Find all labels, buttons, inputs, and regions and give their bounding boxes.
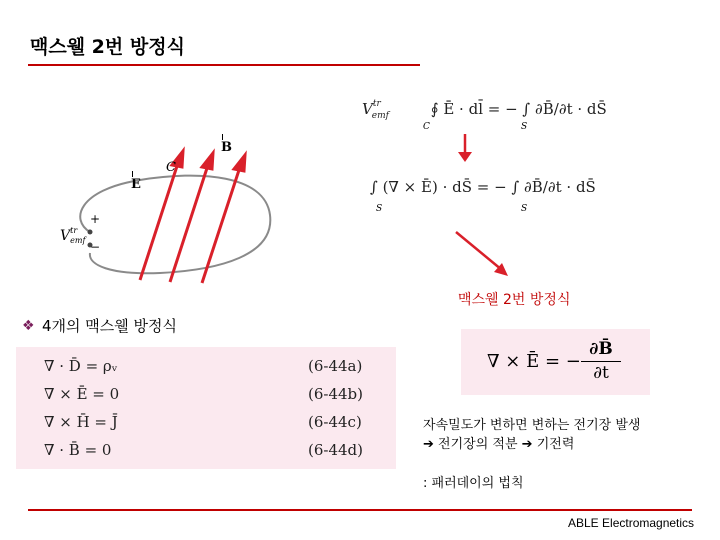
b-arrow-3	[202, 167, 240, 283]
v-emf-label: $V^{tr}_{emf}$	[60, 226, 86, 245]
b-label: B	[221, 140, 232, 155]
integral-equation-2: ∫ (∇ × Ē) · dS̄ = − ∫ ∂B̄/∂t · dS̄	[370, 178, 596, 196]
b-vector-mark	[222, 134, 223, 140]
integral-equation-1: $V^{tr}_{emf}$ ∮ Ē · dl̄ = − ∫ ∂B̄/∂t · dS̄	[362, 99, 607, 121]
footer-label: ABLE Electromagnetics	[568, 516, 695, 530]
b-arrow-2-head	[202, 153, 213, 169]
page-title: 맥스웰 2번 방정식	[30, 36, 185, 58]
right-arrow-icon: ➔	[423, 437, 434, 452]
differential-equation-box	[461, 329, 650, 395]
maxwell-equations-box: ∇ · D̄ = ρᵥ (6-44a) ∇ × Ē = 0 (6-44b) ∇ × H̄ = J̄ (6-44c) ∇ · B̄ = 0 (6-44d)	[16, 347, 396, 469]
loop-diagram	[50, 125, 290, 290]
integral-1-sub-c: C	[423, 122, 430, 132]
e-vector-mark	[132, 171, 133, 177]
maxwell-2-label: 맥스웰 2번 방정식	[458, 292, 571, 308]
diff-eq-lhs: ∇ × Ē = −	[487, 351, 581, 372]
loop-path	[80, 176, 270, 274]
magnetic-field-arrows	[140, 151, 245, 283]
b-arrow-2	[170, 165, 208, 282]
diff-eq-denominator: ∂t	[593, 363, 609, 383]
plus-label: +	[90, 212, 101, 226]
title-underline	[28, 64, 420, 66]
diff-eq-numerator: ∂B̄	[589, 339, 613, 359]
diamond-bullet-icon: ❖	[22, 318, 35, 334]
explanation-line-1: 자속밀도가 변하면 변하는 전기장 발생	[423, 418, 641, 433]
diagonal-arrow	[450, 226, 520, 286]
minus-label: −	[90, 240, 101, 254]
e-label: E	[131, 177, 141, 192]
b-arrow-1	[140, 163, 178, 280]
fraction-bar	[581, 361, 621, 362]
integral-2-sub-s1: S	[376, 204, 383, 214]
explanation-line-3: : 패러데이의 법칙	[423, 476, 524, 491]
footer-rule	[28, 509, 692, 511]
integral-1-sub-s: S	[521, 122, 528, 132]
c-label: C	[166, 160, 176, 175]
bullet-heading: 4개의 맥스웰 방정식	[42, 317, 178, 335]
integral-2-sub-s2: S	[521, 204, 528, 214]
right-arrow-icon: ➔	[521, 437, 533, 452]
down-arrow	[455, 134, 475, 164]
b-arrow-3-head	[234, 155, 245, 171]
explanation-line-2: ➔ 전기장의 적분 ➔ 기전력	[423, 437, 575, 452]
